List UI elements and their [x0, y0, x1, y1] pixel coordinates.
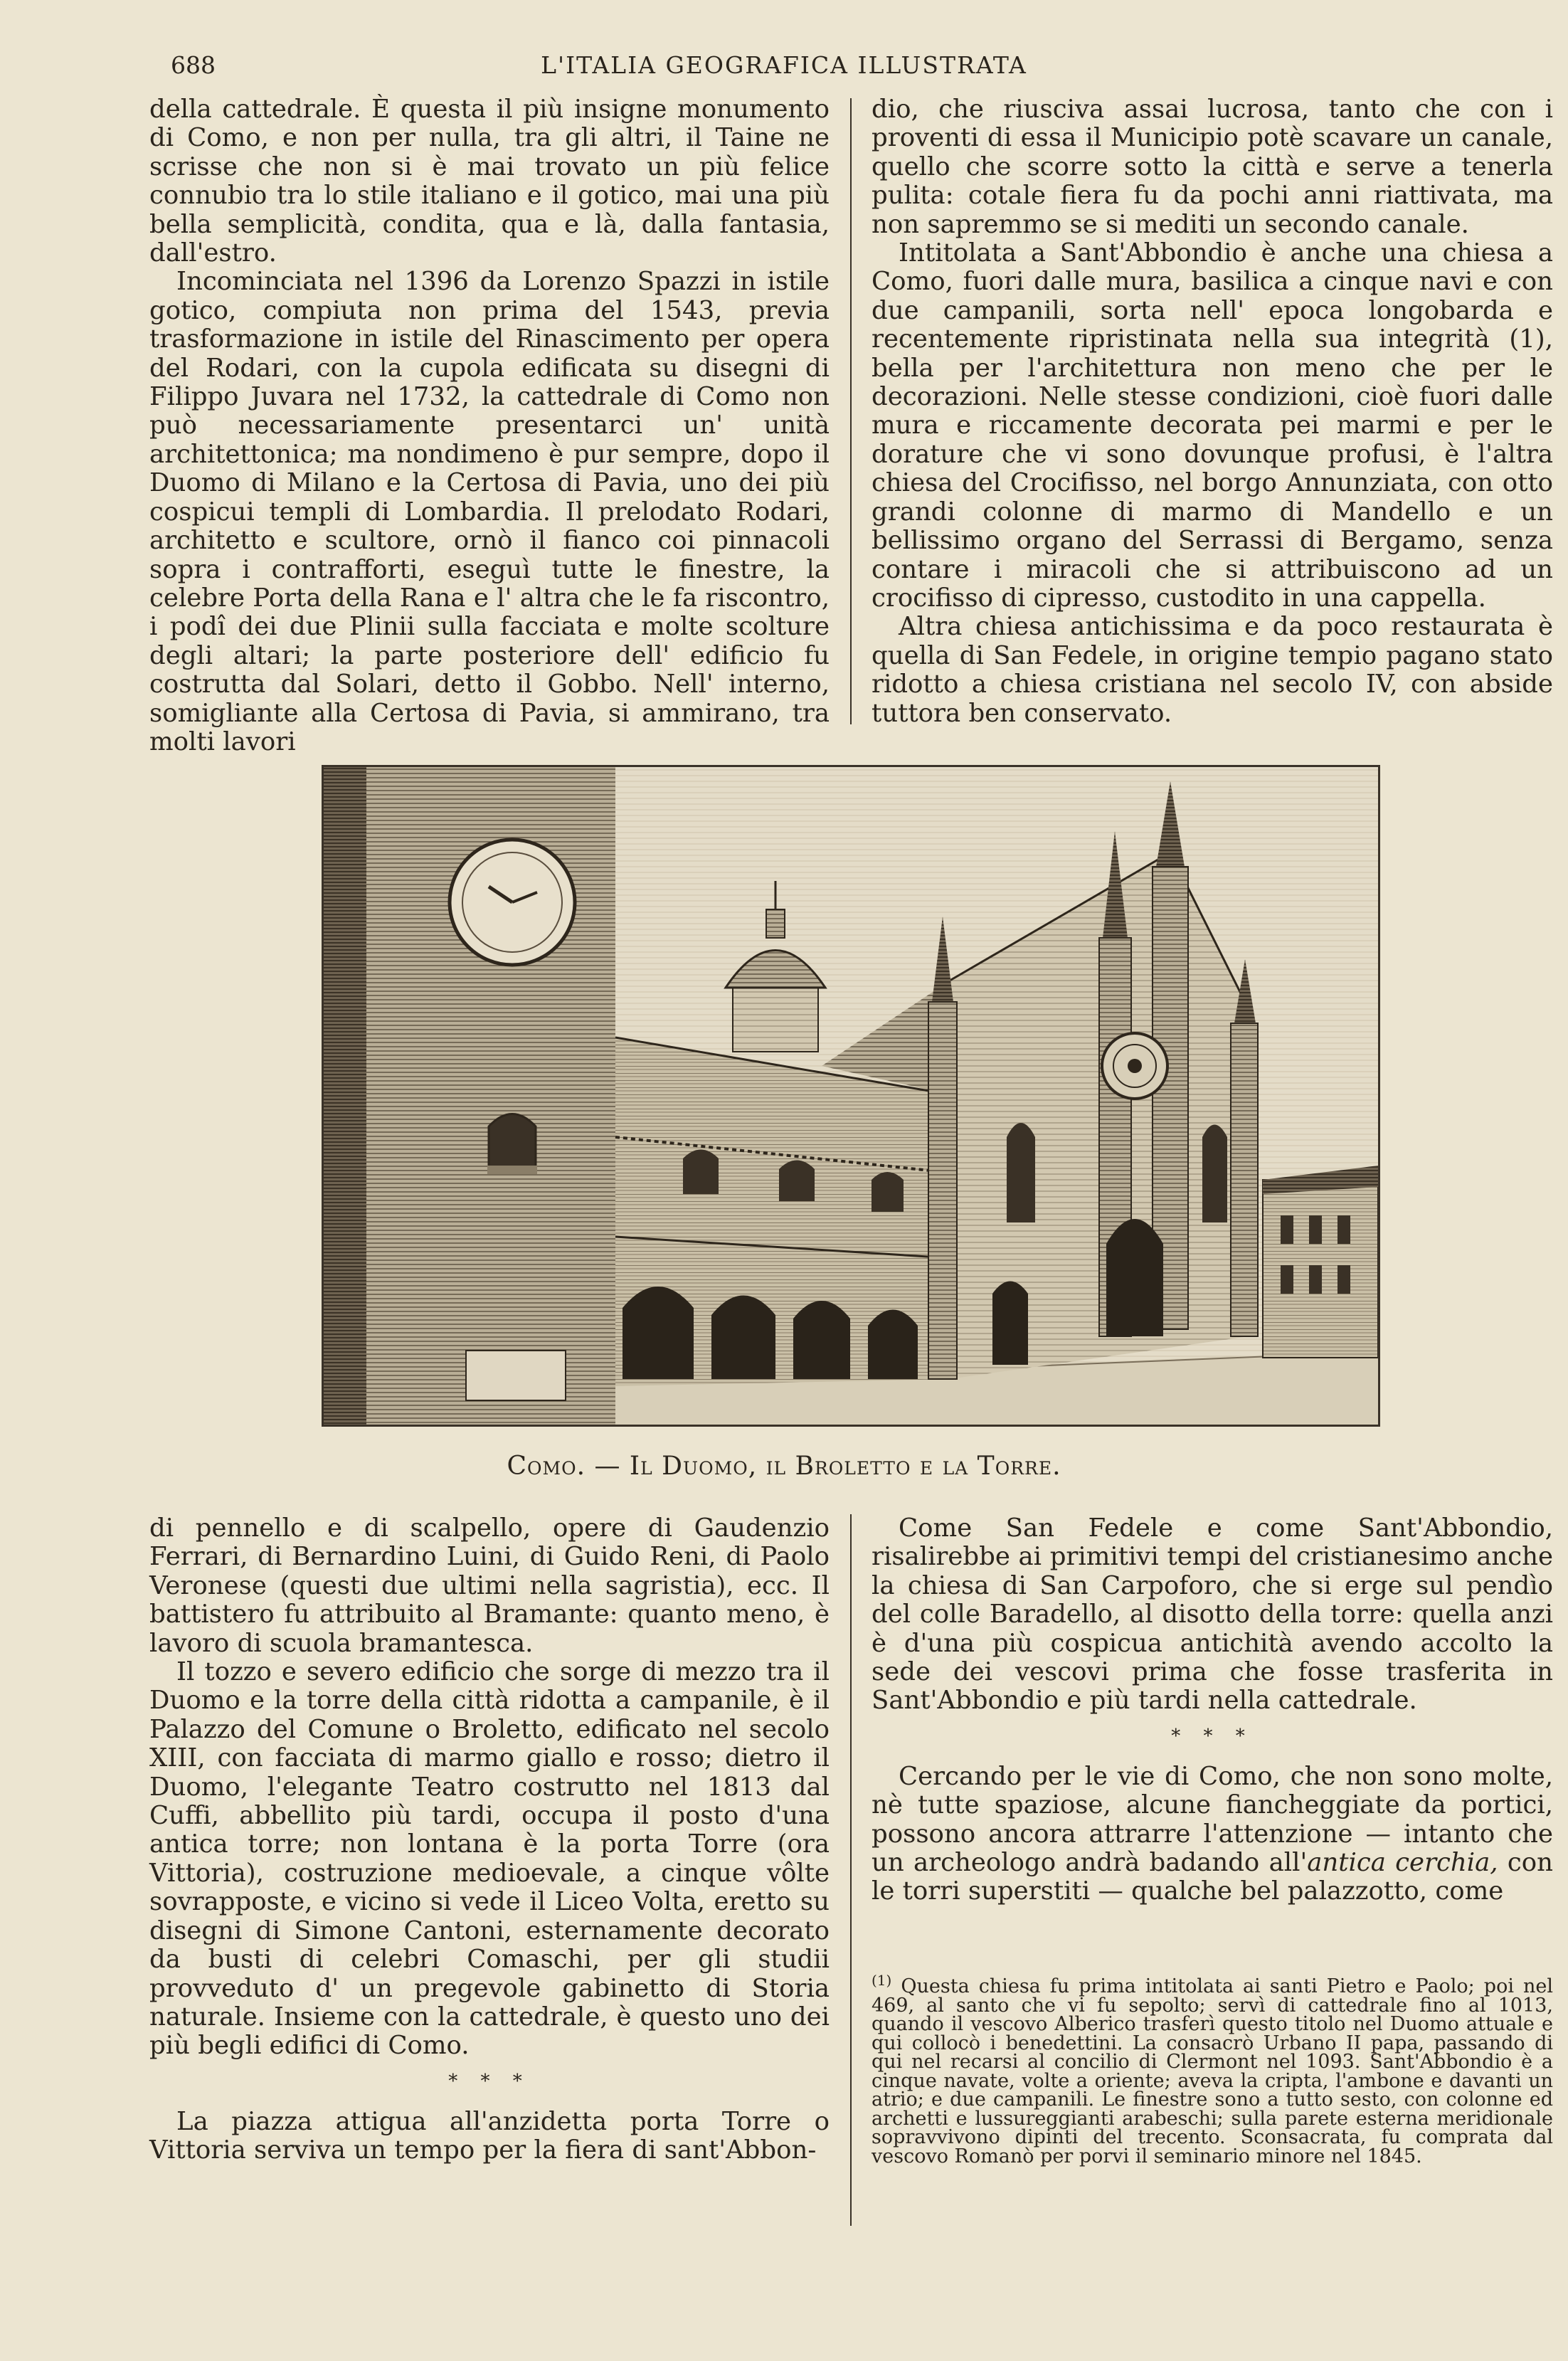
paragraph: della cattedrale. È questa il più insigne monumento di Como, e non per nulla, tra gli altri, il Taine ne scrisse che non si è mai trovato un più felice connubio tra lo stile italiano e il gotico, mai una più bella semplicità, condita, qua e là, dalla fantasia, dall'estro.	[149, 95, 830, 268]
column-rule	[850, 98, 852, 724]
footnote	[872, 1971, 1553, 2166]
footnote-marker: (1)	[872, 1972, 892, 1989]
bottom-right-column	[872, 1514, 1553, 1906]
running-title: L'ITALIA GEOGRAFICA ILLUSTRATA	[541, 51, 1027, 79]
footnotes	[872, 1971, 1553, 2166]
paragraph: Come San Fedele e come Sant'Abbondio, risalirebbe ai primitivi tempi del cristianesimo anche la chiesa di San Carpoforo, che si erge sul pendìo del colle Baradello, al disotto della torre: quella anzi è d'una più cospicua antichità avendo accolto la sede dei vescovi prima che fosse trasferita in Sant'Abbondio e più tardi nella cattedrale.	[872, 1514, 1553, 1716]
engraving-illustration	[324, 767, 1378, 1425]
figure-caption: Como. — Il Duomo, il Broletto e la Torre.	[507, 1452, 1061, 1481]
paragraph: Altra chiesa antichissima e da poco restaurata è quella di San Fedele, in origine tempio pagano stato ridotto a chiesa cristiana nel secolo IV, con abside tuttora ben conservato.	[872, 612, 1553, 728]
page-number: 688	[171, 51, 216, 79]
column-rule	[850, 1514, 852, 2226]
top-right-column	[872, 95, 1553, 728]
paragraph	[872, 1763, 1553, 1906]
paragraph: Intitolata a Sant'Abbondio è anche una chiesa a Como, fuori dalle mura, basilica a cinque navi e con due campanili, sorta nell' epoca longobarda e recentemente ripristinata nella sua integrità (1), bella per l'architettura non meno che per le decorazioni. Nelle stesse condizioni, cioè fuori dalle mura e riccamente decorata pei marmi e per le dorature che vi sono dovunque profusi, è l'altra chiesa del Crocifisso, nel borgo Annunziata, con otto grandi colonne di marmo di Mandello e un bellissimo organo del Serrassi di Bergamo, senza contare i miracoli che si attribuiscono ad un crocifisso di cipresso, custodito in una cappella.	[872, 238, 1553, 613]
footnote-text: Questa chiesa fu prima intitolata ai santi Pietro e Paolo; poi nel 469, al santo che vi fu sepolto; servì di cattedrale fino al 1013, quando il vescovo Alberico trasferì questo titolo nel Duomo attuale e qui collocò i benedettini. La consacrò Urbano II papa, passando di qui nel recarsi al concilio di Clermont nel 1093. Sant'Abbondio è a cinque navate, volte a oriente; aveva la cripta, l'ambone e davanti un atrio; e due campanili. Le finestre sono a tutto sesto, con colonne ed archetti e lussureggianti arabeschi; sulla parete esterna meridionale sopravvivono dipinti del trecento. Sconsacrata, fu comprata dal vescovo Romanò per porvi il seminario minore nel 1845.	[872, 1975, 1553, 2167]
italic-phrase: antica cerchia,	[1307, 1848, 1498, 1878]
top-left-column	[149, 95, 830, 756]
engraving-duomo-broletto-torre	[322, 765, 1380, 1427]
section-asterism: * * *	[1171, 1725, 1254, 1747]
paragraph: Il tozzo e severo edificio che sorge di mezzo tra il Duomo e la torre della città ridotta a campanile, è il Palazzo del Comune o Broletto, edificato nel secolo XIII, con facciata di marmo giallo e rosso; dietro il Duomo, l'elegante Teatro costrutto nel 1813 dal Cuffi, abbellito più tardi, occupa il posto d'una antica torre; non lontana è la porta Torre (ora Vittoria), costruzione medioevale, a cinque vôlte sovrapposte, e vicino si vede il Liceo Volta, eretto su disegni di Simone Cantoni, esternamente decorato da busti di celebri Comaschi, per gli studii provveduto d' un pregevole gabinetto di Storia naturale. Insieme con la cattedrale, è questo uno dei più begli edifici di Como.	[149, 1657, 830, 2061]
paragraph: La piazza attigua all'anzidetta porta Torre o Vittoria serviva un tempo per la fiera di sant'Abbon-	[149, 2106, 830, 2165]
bottom-left-column	[149, 1514, 830, 2165]
paragraph: di pennello e di scalpello, opere di Gaudenzio Ferrari, di Bernardino Luini, di Guido Reni, di Paolo Veronese (questi due ultimi nella sagristia), ecc. Il battistero fu attribuito al Bramante: quanto meno, è lavoro di scuola bramantesca.	[149, 1514, 830, 1658]
paragraph: Incominciata nel 1396 da Lorenzo Spazzi in istile gotico, compiuta non prima del 1543, previa trasformazione in istile del Rinascimento per opera del Rodari, con la cupola edificata su disegni di Filippo Juvara nel 1732, la cattedrale di Como non può necessariamente presentarci un' unità architettonica; ma nondimeno è pur sempre, dopo il Duomo di Milano e la Certosa di Pavia, uno dei più cospicui templi di Lombardia. Il prelodato Rodari, architetto e scultore, ornò il fianco coi pinnacoli sopra i contrafforti, eseguì tutte le finestre, la celebre Porta della Rana e l' altra che le fa riscontro, i podî dei due Plinii sulla facciata e molte scolture degli altari; la parte posteriore dell' edificio fu costrutta dal Solari, detto il Gobbo. Nell' interno, somigliante alla Certosa di Pavia, si ammirano, tra molti lavori	[149, 267, 830, 756]
paragraph-text: con le torri superstiti — qualche bel palazzotto, come	[872, 1848, 1553, 1906]
paragraph-text: Cercando per le vie di Como, che non sono molte, nè tutte spaziose, alcune fiancheggiate da portici, possono ancora attrarre l'attenzione — intanto che un archeologo andrà badando all'	[872, 1761, 1553, 1878]
section-asterism: * * *	[448, 2070, 531, 2092]
paragraph: dio, che riusciva assai lucrosa, tanto che con i proventi di essa il Municipio potè scavare un canale, quello che scorre sotto la città e serve a tenerla pulita: cotale fiera fu da pochi anni riattivata, ma non sapremmo se si mediti un secondo canale.	[872, 95, 1553, 239]
